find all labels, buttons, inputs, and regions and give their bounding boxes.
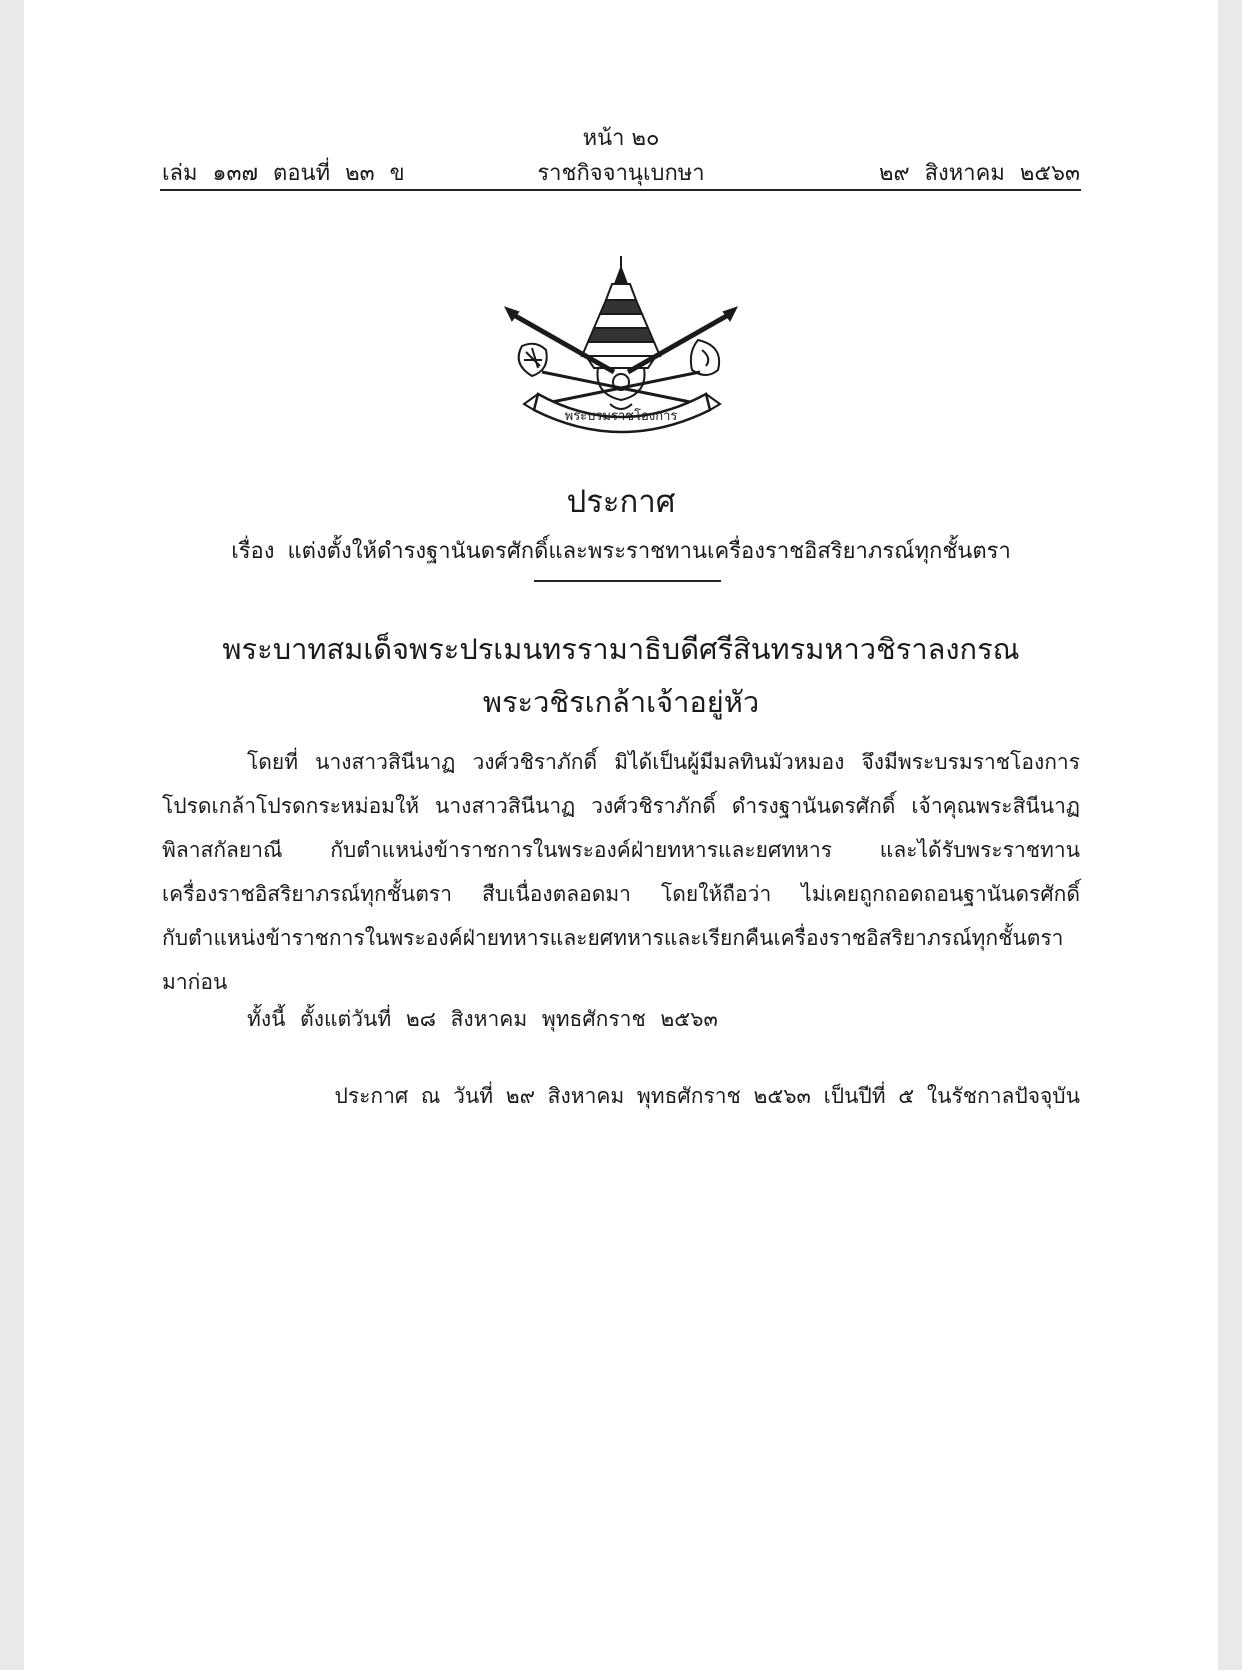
- gazette-date: ๒๙ สิงหาคม ๒๕๖๓: [878, 161, 1080, 186]
- page-number: หน้า ๒๐: [582, 126, 660, 151]
- body-line: กับตำแหน่งข้าราชการในพระองค์ฝ่ายทหารและยศทหารและเรียกคืนเครื่องราชอิสริยาภรณ์ทุกชั้นตรา: [162, 926, 1064, 950]
- body-line: โปรดเกล้าโปรดกระหม่อมให้ นางสาวสินีนาฏ วงศ์วชิราภักดิ์ ดำรงฐานันดรศักดิ์ เจ้าคุณพระสินีนาฏ: [162, 794, 1080, 818]
- body-line: เครื่องราชอิสริยาภรณ์ทุกชั้นตรา สืบเนื่องตลอดมา โดยให้ถือว่า ไม่เคยถูกถอดถอนฐานันดรศักดิ์: [162, 882, 1080, 906]
- body-line: พิลาสกัลยาณี กับตำแหน่งข้าราชการในพระองค์ฝ่ายทหารและยศทหาร และได้รับพระราชทาน: [162, 838, 1080, 862]
- king-title-line: พระบาทสมเด็จพระปรเมนทรรามาธิบดีศรีสินทรมหาวชิราลงกรณ: [222, 632, 1020, 666]
- announcement-body: [162, 740, 1080, 1004]
- announcement-signoff: ประกาศ ณ วันที่ ๒๙ สิงหาคม พุทธศักราช ๒๕๖๓ เป็นปีที่ ๕ ในรัชกาลปัจจุบัน: [334, 1084, 1080, 1108]
- gazette-name: ราชกิจจานุเบกษา: [537, 161, 705, 186]
- announcement-subject: เรื่อง แต่งตั้งให้ดำรงฐานันดรศักดิ์และพระราชทานเครื่องราชอิสริยาภรณ์ทุกชั้นตรา: [231, 539, 1011, 564]
- subject-divider: [534, 580, 721, 582]
- king-title: [24, 623, 1218, 729]
- king-title-line: พระวชิรเกล้าเจ้าอยู่หัว: [482, 685, 760, 719]
- body-line: โดยที่ นางสาวสินีนาฏ วงศ์วชิราภักดิ์ มิได้เป็นผู้มีมลทินมัวหมอง จึงมีพระบรมราชโองการ: [247, 750, 1080, 774]
- emblem-inscription: พระบรมราชโองการ: [564, 409, 678, 424]
- effective-date: ทั้งนี้ ตั้งแต่วันที่ ๒๘ สิงหาคม พุทธศักราช ๒๕๖๓: [247, 1007, 718, 1031]
- document-page: [24, 0, 1218, 1670]
- gazette-volume: เล่ม ๑๓๗ ตอนที่ ๒๓ ข: [162, 161, 405, 186]
- royal-emblem-icon: [502, 254, 740, 434]
- body-line: มาก่อน: [162, 970, 228, 994]
- header-divider: [160, 189, 1081, 191]
- announcement-title: ประกาศ: [566, 484, 676, 520]
